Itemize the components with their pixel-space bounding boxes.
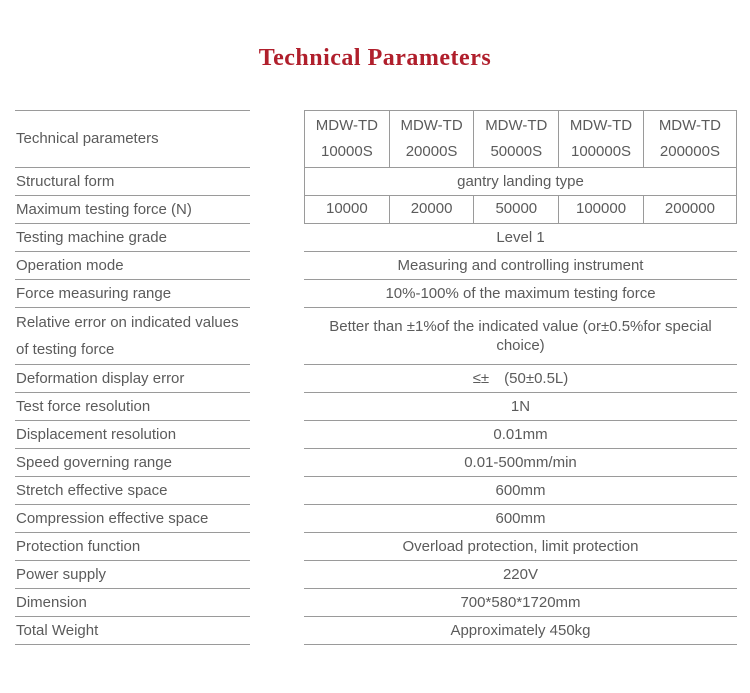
row-label: Speed governing range (15, 449, 250, 477)
row-label: Stretch effective space (15, 477, 250, 505)
model-header (305, 111, 390, 167)
column-gap (250, 393, 304, 421)
model-code: 200000S (659, 143, 720, 160)
force-value: 50000 (474, 196, 559, 223)
table-row (15, 505, 737, 533)
force-value: 200000 (664, 200, 715, 218)
column-gap (250, 477, 304, 505)
page-title: Technical Parameters (258, 45, 492, 71)
technical-parameters-table (15, 110, 737, 645)
table-row (15, 477, 737, 505)
row-value: gantry landing type (304, 168, 737, 196)
model-series: MDW-TD (400, 116, 463, 134)
table-row (15, 393, 737, 421)
row-label: Total Weight (15, 617, 250, 645)
row-label: Test force resolution (15, 393, 250, 421)
model-series: MDW-TD (569, 116, 633, 134)
row-value-cells (304, 196, 737, 224)
model-code: 10000S (321, 143, 373, 160)
column-gap (250, 308, 304, 365)
row-value: ≤± (50±0.5L) (304, 365, 737, 393)
column-gap (250, 224, 304, 252)
row-value: Overload protection, limit protection (304, 533, 737, 561)
row-label: Displacement resolution (15, 421, 250, 449)
corner-label: Technical parameters (15, 110, 250, 168)
column-gap (250, 168, 304, 196)
column-gap (250, 280, 304, 308)
column-gap (250, 533, 304, 561)
table-row (15, 561, 737, 589)
column-gap (250, 505, 304, 533)
row-label: Relative error on indicated values of testing force (15, 308, 250, 365)
model-series: MDW-TD (315, 116, 378, 134)
table-row (15, 280, 737, 308)
row-label: Dimension (15, 589, 250, 617)
table-row (15, 617, 737, 645)
row-value: Better than ±1%of the indicated value (or±0.5%for special choice) (304, 308, 737, 365)
table-row (15, 589, 737, 617)
row-value: 600mm (304, 477, 737, 505)
model-series: MDW-TD (658, 116, 722, 134)
model-header (390, 111, 475, 167)
row-label: Protection function (15, 533, 250, 561)
force-value: 100000 (559, 196, 644, 223)
row-value: 220V (304, 561, 737, 589)
row-label: Compression effective space (15, 505, 250, 533)
column-gap (250, 617, 304, 645)
column-gap (250, 110, 304, 168)
row-value: 0.01-500mm/min (304, 449, 737, 477)
column-gap (250, 365, 304, 393)
row-label: Operation mode (15, 252, 250, 280)
table-row (15, 449, 737, 477)
row-value: 600mm (304, 505, 737, 533)
row-value: Level 1 (304, 224, 737, 252)
force-value: 20000 (390, 196, 475, 223)
table-row (15, 533, 737, 561)
row-value: Approximately 450kg (304, 617, 737, 645)
column-gap (250, 449, 304, 477)
row-label: Structural form (15, 168, 250, 196)
model-code: 50000S (490, 143, 543, 160)
row-value: Measuring and controlling instrument (304, 252, 737, 280)
table-row (15, 421, 737, 449)
row-value: 10%-100% of the maximum testing force (304, 280, 737, 308)
row-label: Deformation display error (15, 365, 250, 393)
row-label: Testing machine grade (15, 224, 250, 252)
table-row (15, 308, 737, 365)
force-value: 10000 (305, 196, 390, 223)
model-series: MDW-TD (485, 116, 548, 134)
row-label: Power supply (15, 561, 250, 589)
column-gap (250, 196, 304, 224)
row-value: 1N (304, 393, 737, 421)
column-gap (250, 252, 304, 280)
model-header (644, 111, 736, 167)
row-value: 0.01mm (304, 421, 737, 449)
table-row (15, 196, 737, 224)
column-gap (250, 561, 304, 589)
table-row (15, 224, 737, 252)
model-header (559, 111, 644, 167)
row-value: 700*580*1720mm (304, 589, 737, 617)
table-row (15, 252, 737, 280)
model-code: 100000S (570, 143, 632, 160)
table-row (15, 365, 737, 393)
row-label: Force measuring range (15, 280, 250, 308)
column-gap (250, 421, 304, 449)
model-header-cells (304, 110, 737, 168)
row-label: Maximum testing force (N) (15, 196, 250, 224)
table-header-row (15, 110, 737, 168)
model-header (474, 111, 559, 167)
column-gap (250, 589, 304, 617)
model-code: 20000S (405, 143, 458, 160)
table-row (15, 168, 737, 196)
